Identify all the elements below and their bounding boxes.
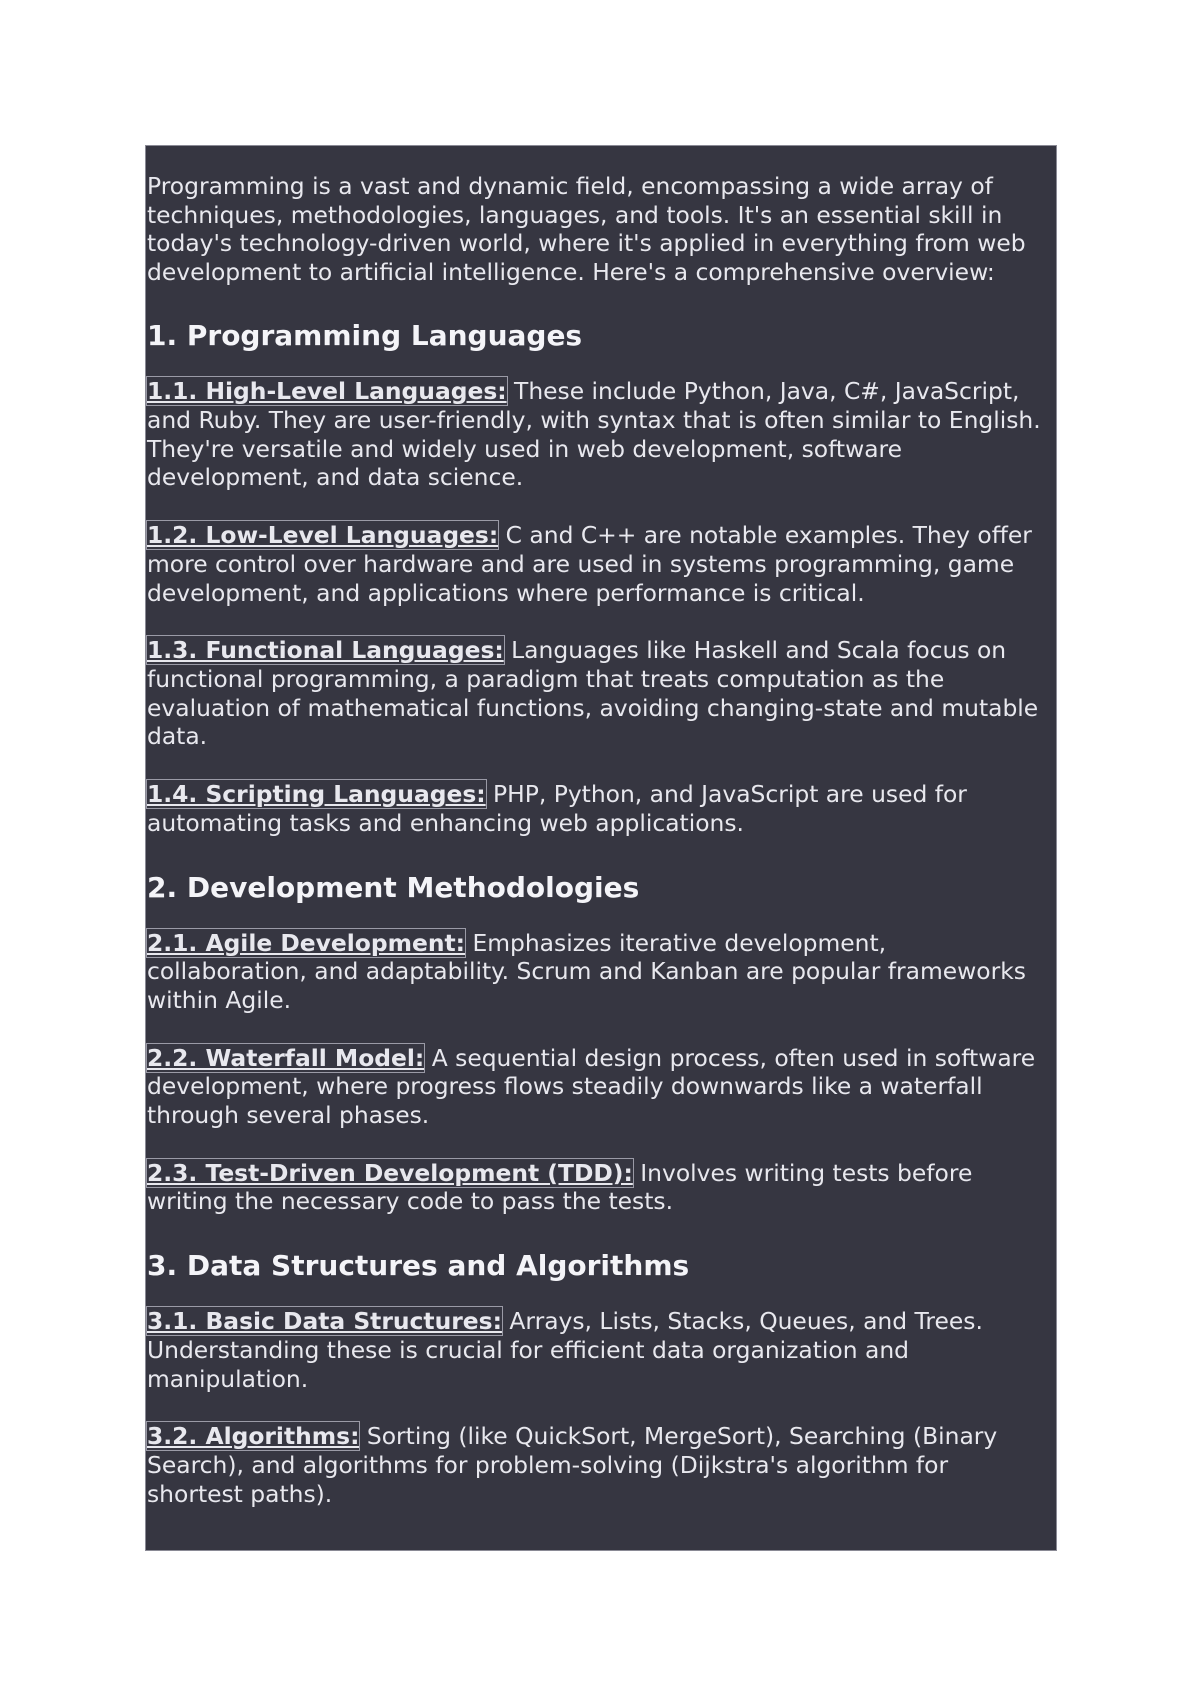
item-label: 1.1. High-Level Languages: [147, 377, 507, 406]
document-panel [145, 145, 1057, 1551]
list-item [147, 377, 1056, 492]
section-heading-data-structures: 3. Data Structures and Algorithms [147, 1249, 690, 1283]
list-item [147, 636, 1056, 751]
item-label: 2.3. Test-Driven Development (TDD): [147, 1158, 633, 1187]
item-text: Emphasizes iterative development, collaboration, and adaptability. Scrum and Kanban are popular frameworks within Agile. [147, 928, 1026, 1014]
item-label: 3.1. Basic Data Structures: [147, 1307, 502, 1336]
list-item [147, 521, 1056, 607]
item-text: These include Python, Java, C#, JavaScript, and Ruby. They are user-friendly, with syntax that is often similar to English. They're versatile and widely used in web development, software development, and data science. [147, 377, 1041, 492]
list-item [147, 1422, 1056, 1508]
item-text: Arrays, Lists, Stacks, Queues, and Trees. Understanding these is crucial for efficient data organization and manipulation. [147, 1307, 983, 1393]
section-heading-development-methodologies: 2. Development Methodologies [147, 870, 640, 904]
item-label: 2.2. Waterfall Model: [147, 1043, 425, 1072]
item-label: 1.3. Functional Languages: [147, 636, 504, 665]
section-heading-programming-languages: 1. Programming Languages [147, 319, 583, 353]
list-item [147, 780, 1056, 837]
list-item [147, 1159, 1056, 1216]
item-text: Involves writing tests before writing the necessary code to pass the tests. [147, 1158, 973, 1216]
document-content [146, 146, 1056, 1508]
item-text: Languages like Haskell and Scala focus on functional programming, a paradigm that treats computation as the evaluation of mathematical functions, avoiding changing-state and mutable data. [147, 636, 1039, 751]
list-item [147, 929, 1056, 1015]
item-label: 1.2. Low-Level Languages: [147, 521, 499, 550]
item-text: A sequential design process, often used in software development, where progress flows steadily downwards like a waterfall through several phases. [147, 1043, 1036, 1130]
list-item [147, 1044, 1056, 1130]
list-item [147, 1307, 1056, 1393]
item-label: 1.4. Scripting Languages: [147, 780, 486, 809]
item-label: 2.1. Agile Development: [147, 928, 466, 957]
item-text: C and C++ are notable examples. They offer more control over hardware and are used in systems programming, game development, and applications where performance is critical. [147, 521, 1032, 607]
item-text: PHP, Python, and JavaScript are used for automating tasks and enhancing web applications. [147, 780, 967, 837]
item-text: Sorting (like QuickSort, MergeSort), Searching (Binary Search), and algorithms for problem-solving (Dijkstra's algorithm for shortest paths). [147, 1422, 998, 1508]
intro-paragraph: Programming is a vast and dynamic field, encompassing a wide array of techniques, methodologies, languages, and tools. It's an essential skill in today's technology-driven world, where it's applied in everything from web development to artificial intelligence. Here's a comprehensive overview: [147, 172, 1026, 286]
item-label: 3.2. Algorithms: [147, 1422, 360, 1451]
